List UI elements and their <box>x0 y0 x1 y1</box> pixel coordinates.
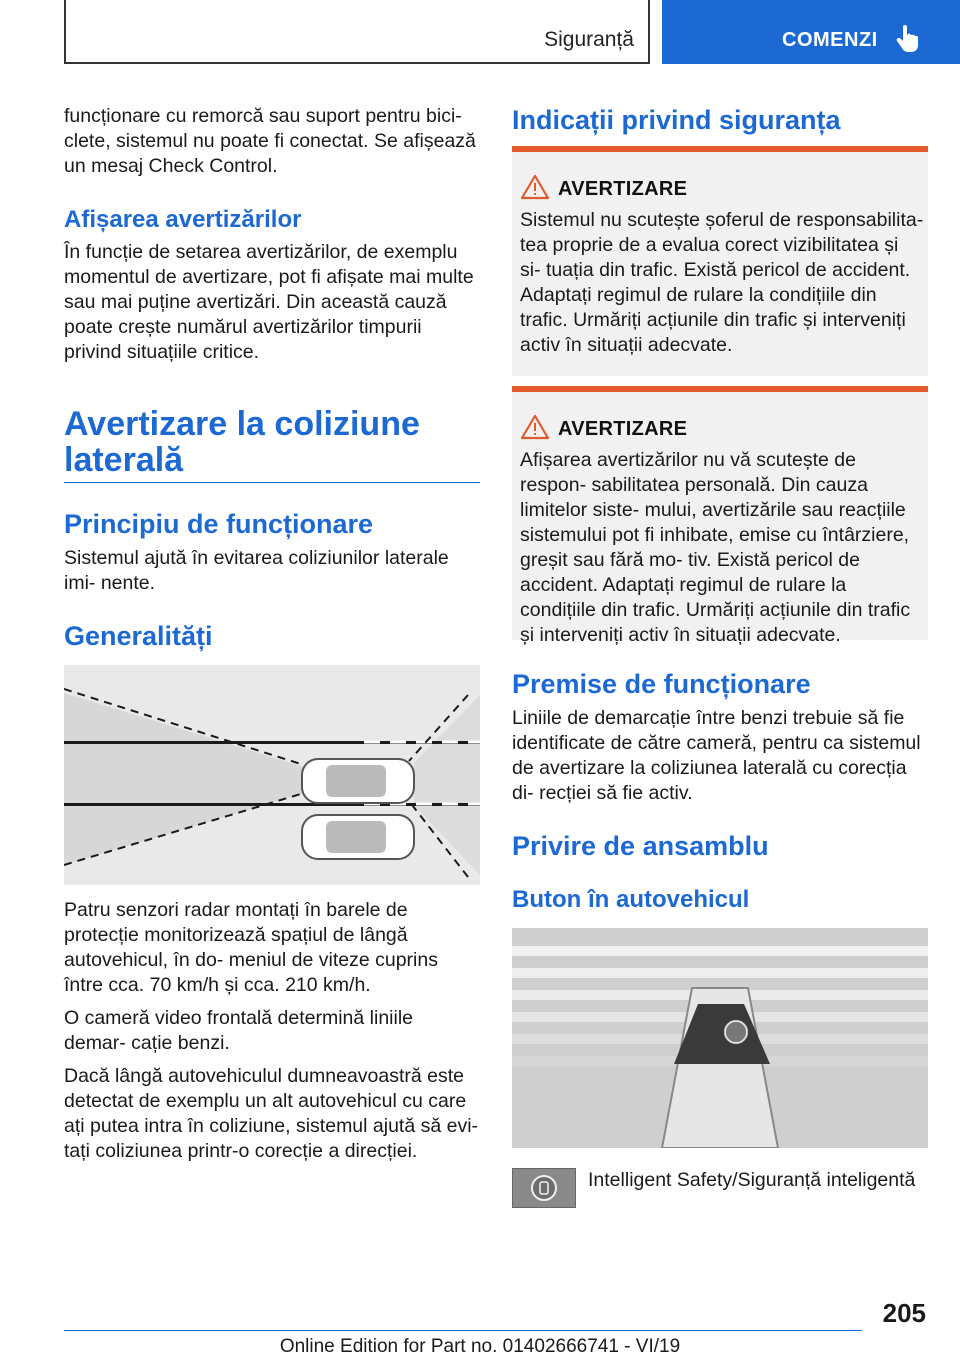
grille-button-photo <box>512 928 928 1148</box>
header-section-title: Siguranță <box>544 28 634 51</box>
hand-pointer-icon <box>896 24 918 52</box>
header-section-box <box>64 0 650 64</box>
intelligent-safety-icon <box>513 1169 575 1207</box>
paragraph-collision: Dacă lângă autovehiculul dumneavoastră este detectat de exemplu un alt autovehicul cu care ați putea intra în coliziune, sistemul ajută să evi- tați coliziunea printr-o corecție a direcției. <box>64 1065 479 1162</box>
own-car-shape <box>302 759 414 803</box>
overview-heading: Privire de ansamblu <box>512 831 769 861</box>
warning-1-text: Sistemul nu scutește șoferul de responsabilita- tea proprie de a evalua corect vizibilitatea și si- tuația din trafic. Există pericol de accident. Adaptați regimul de rulare la condițiile din trafic. Urmăriți acțiunile din trafic și interveniți activ în situații adecvate. <box>520 209 924 356</box>
button-heading: Buton în autovehicul <box>512 886 750 913</box>
warning-box-2 <box>512 386 928 646</box>
chapter-title-line2: laterală <box>64 441 184 479</box>
warning-box-1 <box>512 146 928 376</box>
safety-heading: Indicații privind siguranța <box>512 105 841 135</box>
radar-lanes-illustration <box>64 665 480 885</box>
button-caption: Intelligent Safety/Siguranță inteligentă <box>588 1169 916 1191</box>
header-tab-comenzi[interactable] <box>662 0 960 64</box>
premise-paragraph: Liniile de demarcație între benzi trebuie să fie identificate de către cameră, pentru ca sistemul de avertizare la coliziunea laterală cu corecția di- recției să fie activ. <box>512 707 921 804</box>
lane-diagram-svg <box>64 665 480 885</box>
intelligent-safety-button[interactable] <box>512 1168 576 1208</box>
warning-2-label: AVERTIZARE <box>558 418 688 440</box>
paragraph-radar: Patru senzori radar montați în barele de protecție monitorizează spațiul de lângă autovehicul, în do- meniul de viteze cuprins între cca. 70 km/h și cca. 210 km/h. <box>64 899 438 996</box>
footer-edition: Online Edition for Part no. 01402666741 - VI/19 <box>279 1336 681 1357</box>
other-car-shape <box>302 815 414 859</box>
warning-triangle-icon <box>520 174 550 200</box>
footer-divider <box>64 1330 862 1331</box>
warning-display-paragraph: În funcție de setarea avertizărilor, de exemplu momentul de avertizare, pot fi afișate mai multe sau mai puține avertizări. Din această cauză poate crește numărul avertizărilor timpurii privind situațiile critice. <box>64 241 474 363</box>
chapter-title-line1: Avertizare la coliziune <box>64 405 420 443</box>
grille-svg <box>512 928 928 1148</box>
principle-heading: Principiu de funcționare <box>64 509 374 539</box>
intro-paragraph: funcționare cu remorcă sau suport pentru bici- clete, sistemul nu poate fi conectat. Se afișează un mesaj Check Control. <box>64 105 476 177</box>
warning-2-text: Afișarea avertizărilor nu vă scutește de respon- sabilitatea personală. Din cauza limitelor siste- mului, avertizările sau reacțiile sistemului pot fi inhibate, emise cu întârziere, greșit sau fără mo- tiv. Există pericol de accident. Adaptați regimul de rulare la condițiile din trafic. Urmăriți acțiunile din trafic și interveniți activ în situații adecvate. <box>520 449 911 646</box>
warning-triangle-icon <box>520 414 550 440</box>
premise-heading: Premise de funcționare <box>512 669 811 699</box>
page-number: 205 <box>882 1298 926 1328</box>
warning-1-label: AVERTIZARE <box>558 178 688 200</box>
paragraph-camera: O cameră video frontală determină liniile demar- cație benzi. <box>64 1007 414 1054</box>
header-tab-label: COMENZI <box>782 29 878 51</box>
principle-paragraph: Sistemul ajută în evitarea coliziunilor laterale imi- nente. <box>64 547 449 594</box>
warning-display-heading: Afișarea avertizărilor <box>64 206 302 233</box>
chapter-divider <box>64 482 480 483</box>
general-heading: Generalități <box>64 621 213 651</box>
